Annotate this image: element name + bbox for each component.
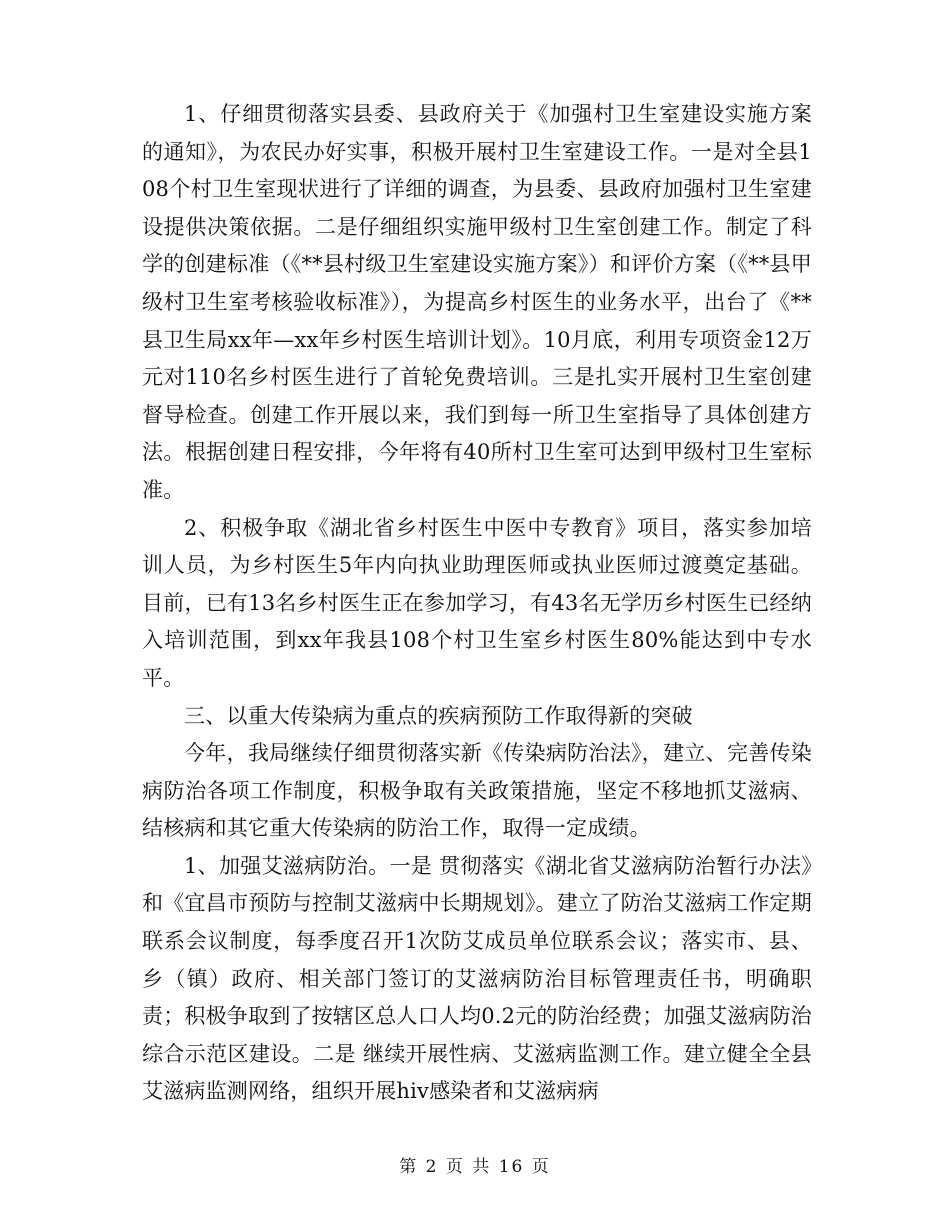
paragraph-village-clinic-construction: 1、仔细贯彻落实县委、县政府关于《加强村卫生室建设实施方案的通知》，为农民办好实事，积极开展村卫生室建设工作。一是对全县108个村卫生室现状进行了详细的调查，为县委、县政府加强村卫生室建设提供决策依据。二是仔细组织实施甲级村卫生室创建工作。制定了科学的创建标准（《**县村级卫生室建设实施方案》）和评价方案（《**县甲级村卫生室考核验收标准》），为提高乡村医生的业务水平，出台了《**县卫生局xx年—xx年乡村医生培训计划》。10月底，利用专项资金12万元对110名乡村医生进行了首轮免费培训。三是扎实开展村卫生室创建督导检查。创建工作开展以来，我们到每一所卫生室指导了具体创建方法。根据创建日程安排，今年将有40所村卫生室可达到甲级村卫生室标准。 bbox=[142, 102, 812, 502]
page-footer: 第 2 页 共 16 页 bbox=[399, 1157, 551, 1177]
paragraph-rural-doctor-training: 2、积极争取《湖北省乡村医生中医中专教育》项目，落实参加培训人员，为乡村医生5年内向执业助理医师或执业医师过渡奠定基础。目前，已有13名乡村医生正在参加学习，有43名无学历乡村医生已经纳入培训范围，到xx年我县108个村卫生室乡村医生80%能达到中专水平。 bbox=[142, 515, 812, 690]
paragraph-aids-prevention: 1、加强艾滋病防治。一是 贯彻落实《湖北省艾滋病防治暂行办法》和《宜昌市预防与控制艾滋病中长期规划》。建立了防治艾滋病工作定期联系会议制度，每季度召开1次防艾成员单位联系会议；落实市、县、乡（镇）政府、相关部门签订的艾滋病防治目标管理责任书，明确职责；积极争取到了按辖区总人口人均0.2元的防治经费；加强艾滋病防治综合示范区建设。二是 继续开展性病、艾滋病监测工作。建立健全全县艾滋病监测网络，组织开展hiv感染者和艾滋病病 bbox=[142, 853, 812, 1104]
paragraph-infectious-disease-law: 今年，我局继续仔细贯彻落实新《传染病防治法》，建立、完善传染病防治各项工作制度，积极争取有关政策措施，坚定不移地抓艾滋病、结核病和其它重大传染病的防治工作，取得一定成绩。 bbox=[142, 741, 812, 841]
section-heading-disease-prevention: 三、以重大传染病为重点的疾病预防工作取得新的突破 bbox=[184, 703, 693, 728]
document-body bbox=[142, 96, 812, 1111]
